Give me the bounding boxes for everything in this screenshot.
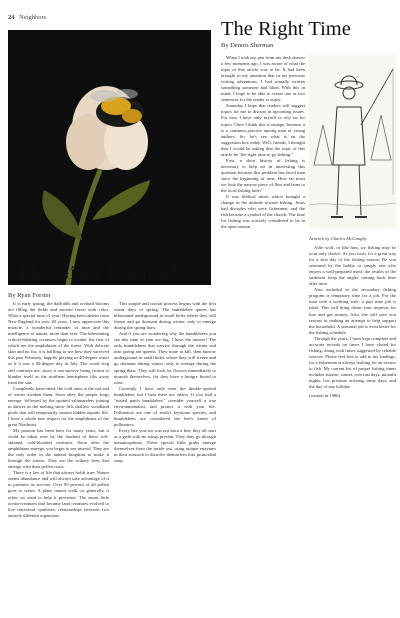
paragraph: Also included in the secondary fishing program is temporary time for a job. For the man with a working wife, a part time job is ideal. This will bring down your requests for lure and gas money. Also, the will save you serious in making an attempt to help support the household. A seasonal job is even better for the fishing schedule. xyxy=(309,287,396,335)
paragraph: Through the years, I have kept complete and accurate records on times I have closed for fishing, along with times suggested by reliable sources. Please feel free to add to my findings, for a fisherman is always looking for an excuse to fish. My current list of proper fishing times includes sunrise, sunset, overcast days, moonlit nights, low pressure arriving, rainy days, and the day of any holiday. xyxy=(309,335,397,390)
article-title-bumblebee: The Giant Bumblebee xyxy=(17,262,202,284)
page-header xyxy=(8,14,46,21)
paragraph: First, a short history of fishing is necessary to help set in interesting this question because this problem has faced man since the beginning of time. How far must we look the narrow piece of flint and bone to the local fishing hole? xyxy=(221,157,305,194)
bumblebee-column-1 xyxy=(8,301,109,519)
bumblebee-column-2 xyxy=(114,301,216,464)
article-title-right-time: The Right Time xyxy=(221,18,351,40)
paragraph: And if you are wondering why the bumblebees you see this time of year are big, I have the answer! The only bumblebees that survive through the winter and into spring are queens. They mate in fall, then burrow underground in small holes where they will freeze and go dormant during winter, only to emerge during the spring thaw. They will look for flowers immediately to nourish themselves, for they have a hungry brood to raise. xyxy=(114,331,216,385)
section-label: Neighbors xyxy=(19,14,47,21)
right-time-column-1 xyxy=(221,55,305,615)
fisherman-illustration xyxy=(309,55,396,229)
illustration-caption: Artwork by Charles McGaughy xyxy=(309,236,367,241)
left-article xyxy=(8,28,226,285)
bumblebee-photo xyxy=(8,30,211,285)
paragraph: Completely bone-dead, the cold rains at the tail end of winter awaken them. Soon after, the peeper frogs emerge, followed by the spotted salamanders joining in dances as the melting snow fills shallow woodland pools that will temporarily sustain hidden aquatic life. I have a whole new respect for the amphibians of the great Northeast. xyxy=(8,385,109,427)
byline-bumblebee: By Ryan Forster xyxy=(8,292,51,299)
paragraph: My passion has been bees for many years, but it could be taken over by the hardiest of these soft-skinned, cold-blooded creatures. Soon after the amphibians emerge, you begin to see insects! They are the only order in the animal kingdom to make it through the winter. They are the solitary bees that emerge with their pollen coats. xyxy=(8,427,109,470)
page-number: 24 xyxy=(8,14,15,21)
paragraph: It was biblical times which brought a change in the attitude toward fishing. Jesus had disciples who were fishermen, and the fish became a symbol of the church. The time for fishing was scarcely considered to be in the open season. xyxy=(221,194,305,230)
paragraph: Alfie wolf, or like him, ice fishing may be your only choice. As you wish, it's a great way for a first day of the fishing season. Be you seasoned by the hobby or simply one who enjoys a well-prepared meal, the results of the endeavor keep the angler coming back time after time. xyxy=(309,245,396,287)
paragraph: Currently I have only seen the double-spotted bumblebee, but I hear there are others. If you find a "rusted patch bumblebee," consider yourself a true environmentalist, and protect it with your life. Pollinators are one of earth's keystone species, and bumblebees are considered the bee's knees of pollinators. xyxy=(114,385,216,427)
paragraph: There is a law of life that always holds true: Nature seems abundance and will always take advantage of it to promote its success. Over 99 percent of all pollen goes to waste. A plant cannot walk, so generally, it relies on wind to help it procreate. The smart little ocean-creatures that became land creatures evolved to live terrestrial symbiotic relationships between two entirely different organisms. xyxy=(8,470,109,518)
paragraph: It is early spring; the daffodils and orchard blooms are filling the fields and ancient forest with color. What a special time of year! Having been absent from New England for over 20 years, I now appreciate this miracle, a wonderful reminder of time and the intelligence of nature, more than ever. The hibernating critical-thinking creatures begin to awake, the first of which are the amphibians of the forest. With delicate skin and no fur, it is baffling to see how they survived this past February, happily playing in 40-degree water as if it was a 90-degree day in July. The wood frog still confuses me, since it can survive being frozen to blanket itself as the northern hemisphere tilts away from the sun. xyxy=(8,301,109,385)
right-time-column-2 xyxy=(309,245,396,399)
paragraph: This simple and crucial process begins with the first warm days of spring. The bumblebee queen has hibernated underground in small holes where they will freeze and go dormant during winter, only to emerge during the spring thaw. xyxy=(114,301,216,331)
paragraph: Every bee you see was not born a bee; they all start as a grub with no wings present. They duty go through metamorphosis. These special little grubs emerge themselves from the inside out, using unique enzymes in their stomach to dissolve themselves into primordial soup. xyxy=(114,427,216,464)
paragraph: When I took my pen from my desk drawer a few moments ago, I was aware of what the topic of this article was to be. It had been brought to my attention that in my previous writing adventures, I had actually written something someone had liked. With this in mind, I hope to be able to create one or two sentences for the reader to enjoy. xyxy=(221,55,305,103)
paragraph: Someday I hope that readers will suggest topics for me to discuss in upcoming issues. For now I have only myself to rely on for topics. Once I think this is strange, because it is a common practice among men or young authors. So, let's see what is on the suggestion box today. Well, friends, I thought that I would be asking that the topic of this article be "the right time to go fishing." xyxy=(221,103,305,157)
closing-note: (written in 1986) xyxy=(309,393,341,399)
byline-right-time: By Dennis Sherman xyxy=(221,42,274,49)
